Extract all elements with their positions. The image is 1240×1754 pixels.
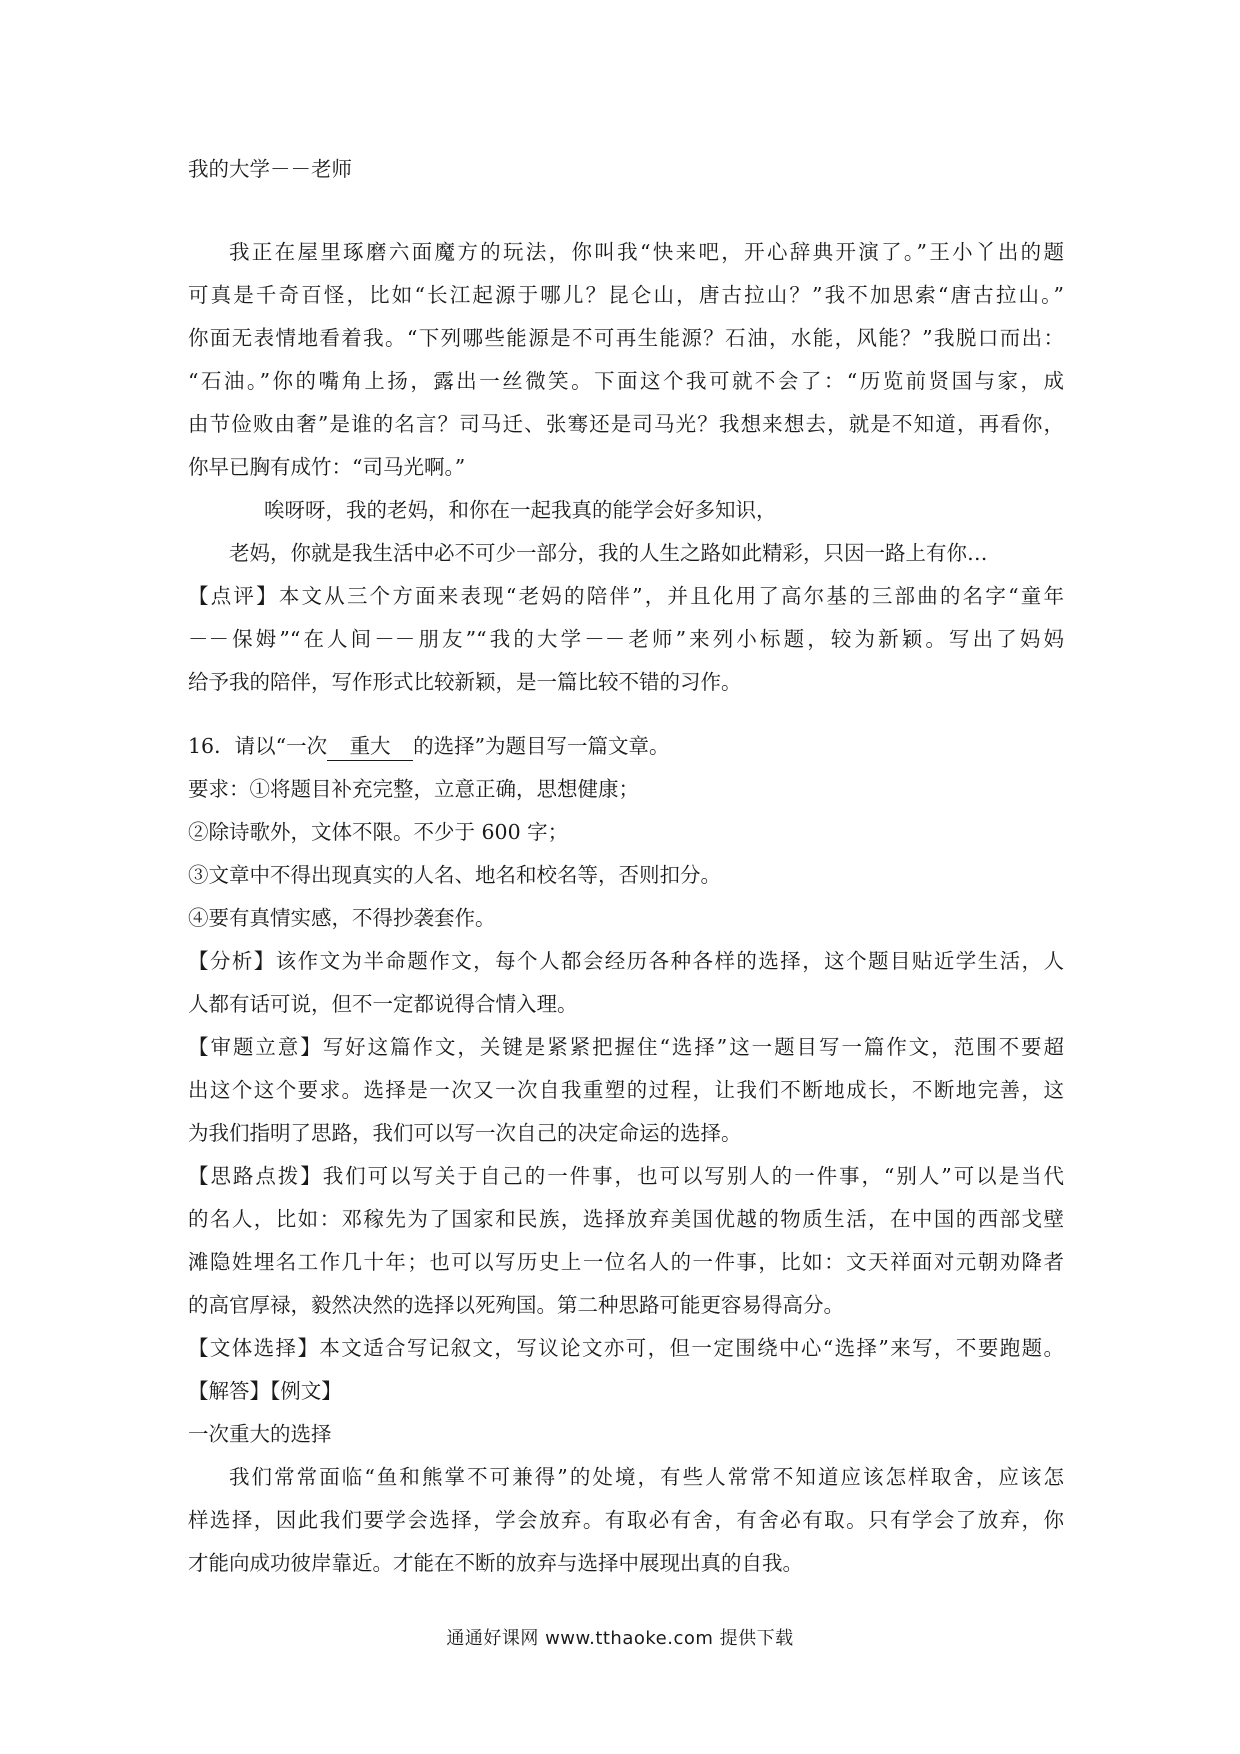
text-line: 由节俭败由奢”是谁的名言？司马迁、张骞还是司马光？我想来想去，就是不知道，再看你， [188,412,1064,436]
question-fill-blank: 重大 [327,732,413,761]
essay-paragraph [188,1456,1064,1585]
spacer [188,191,1064,231]
text-line: 滩隐姓埋名工作几十年；也可以写历史上一位名人的一件事，比如：文天祥面对元朝劝降者 [188,1250,1064,1274]
text-line: 的名人，比如：邓稼先为了国家和民族，选择放弃美国优越的物质生活，在中国的西部戈壁 [188,1207,1064,1231]
theme-block [188,1026,1064,1155]
essay-title: 一次重大的选择 [188,1422,332,1446]
requirement-line: ③文章中不得出现真实的人名、地名和校名等，否则扣分。 [188,863,721,887]
genre-block: 【文体选择】本文适合写记叙文，写议论文亦可，但一定围绕中心“选择”来写，不要跑题。 [188,1336,1064,1360]
comment-block [188,575,1064,704]
text-line: 为我们指明了思路，我们可以写一次自己的决定命运的选择。 [188,1121,742,1145]
text-line: 给予我的陪伴，写作形式比较新颖，是一篇比较不错的习作。 [188,670,742,694]
text-line: 出这个这个要求。选择是一次又一次自我重塑的过程，让我们不断地成长，不断地完善，这 [188,1078,1064,1102]
text-line: 【审题立意】写好这篇作文，关键是紧紧把握住“选择”这一题目写一篇作文，范围不要超 [188,1035,1064,1059]
text-line: 才能向成功彼岸靠近。才能在不断的放弃与选择中展现出真的自我。 [188,1551,803,1575]
ideas-block [188,1155,1064,1327]
text-line: 【点评】本文从三个方面来表现“老妈的陪伴”，并且化用了高尔基的三部曲的名字“童年 [188,584,1064,608]
question-suffix: 的选择”为题目写一篇文章。 [413,734,670,758]
requirement-line: ②除诗歌外，文体不限。不少于 600 字； [188,820,569,844]
requirements-block [188,768,1064,940]
document-body [188,148,1064,1585]
text-line: 的高官厚禄，毅然决然的选择以死殉国。第二种思路可能更容易得高分。 [188,1293,844,1317]
story-paragraph-3: 老妈，你就是我生活中必不可少一部分，我的人生之路如此精彩，只因一路上有你… [229,541,988,565]
page-footer: 通通好课网 www.tthaoke.com 提供下载 [446,1628,794,1649]
text-line: 我们常常面临“鱼和熊掌不可兼得”的处境，有些人常常不知道应该怎样取舍，应该怎 [229,1465,1064,1489]
question-16 [188,725,1064,768]
analysis-block [188,940,1064,1026]
text-line: 【思路点拨】我们可以写关于自己的一件事，也可以写别人的一件事，“别人”可以是当代 [188,1164,1064,1188]
requirement-line: 要求：①将题目补充完整，立意正确，思想健康； [188,777,639,801]
text-line: 你面无表情地看着我。“下列哪些能源是不可再生能源？石油，水能，风能？”我脱口而出： [188,326,1064,350]
text-line: －－保姆”“在人间－－朋友”“我的大学－－老师”来列小标题，较为新颖。写出了妈妈 [188,627,1064,651]
answer-label: 【解答】【例文】 [188,1379,342,1403]
story-paragraph-2: 唉呀呀，我的老妈，和你在一起我真的能学会好多知识， [264,498,777,522]
text-line: 你早已胸有成竹：“司马光啊。” [188,455,466,479]
text-line: 【分析】该作文为半命题作文，每个人都会经历各种各样的选择，这个题目贴近学生活，人 [188,949,1064,973]
text-line: 我正在屋里琢磨六面魔方的玩法，你叫我“快来吧，开心辞典开演了。”王小丫出的题 [229,240,1064,264]
question-prefix: 16．请以“一次 [188,734,328,758]
text-line: “石油。”你的嘴角上扬，露出一丝微笑。下面这个我可就不会了：“历览前贤国与家，成 [188,369,1064,393]
section-heading: 我的大学－－老师 [188,157,352,181]
requirement-line: ④要有真情实感，不得抄袭套作。 [188,906,496,930]
spacer [188,704,1064,725]
text-line: 人都有话可说，但不一定都说得合情入理。 [188,992,578,1016]
text-line: 样选择，因此我们要学会选择，学会放弃。有取必有舍，有舍必有取。只有学会了放弃，你 [188,1508,1064,1532]
text-line: 可真是千奇百怪，比如“长江起源于哪儿？昆仑山，唐古拉山？”我不加思索“唐古拉山。” [188,283,1064,307]
story-paragraph [188,231,1064,489]
